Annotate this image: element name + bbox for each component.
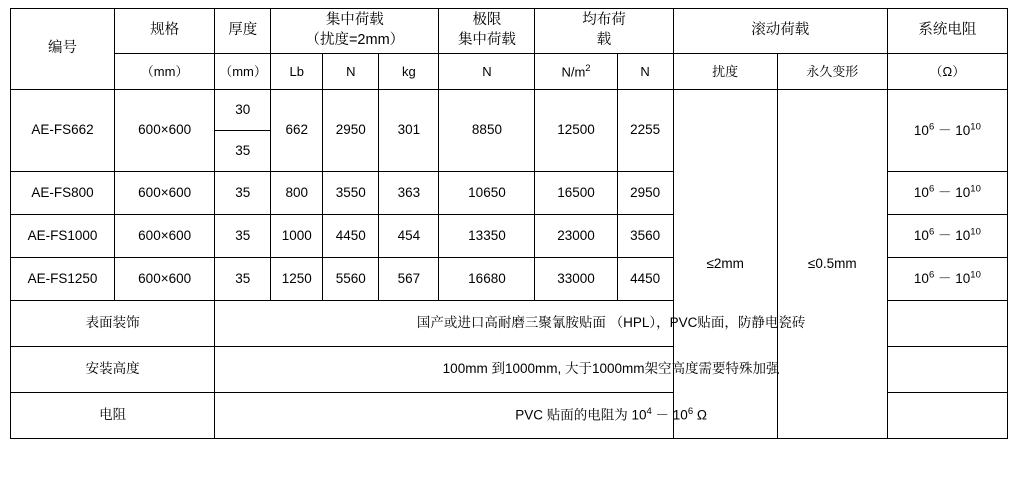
header-rolling-permanent: 永久变形: [777, 54, 887, 90]
resistance-exp-1: 6: [928, 121, 935, 133]
cell-thickness: 35: [215, 131, 271, 172]
cell-lb: 1250: [271, 258, 323, 301]
cell-spec: 600×600: [115, 258, 215, 301]
header-unit-ultimate-n: N: [439, 54, 535, 90]
resistance-exp-1: 6: [928, 183, 935, 195]
cell-uniform-nm2: 16500: [535, 172, 617, 215]
specification-table: [10, 8, 1008, 439]
cell-thickness: 35: [215, 172, 271, 215]
header-uniform-load-line2: 载: [596, 32, 612, 48]
header-system-resistance: 系统电阻: [887, 9, 1007, 54]
note-label-surface: 表面装饰: [11, 301, 215, 347]
header-system-resistance-unit: （Ω）: [887, 54, 1007, 90]
resistance-exp-2: 10: [970, 121, 981, 133]
cell-uniform-nm2: 23000: [535, 215, 617, 258]
resistance-base-1: 10: [913, 271, 929, 287]
cell-ultimate-n: 16680: [439, 258, 535, 301]
resistance-exp-1: 6: [928, 226, 935, 238]
cell-thickness: 35: [215, 215, 271, 258]
cell-system-resistance: [887, 215, 1007, 258]
header-id: 编号: [11, 9, 115, 90]
cell-lb: 1000: [271, 215, 323, 258]
note-row: [11, 301, 1008, 347]
note-resistance-suffix: Ω: [696, 407, 707, 423]
resistance-base-1: 10: [913, 122, 929, 138]
table-header-row-units: [11, 54, 1008, 90]
header-ultimate-load: [439, 9, 535, 54]
header-ultimate-load-line2: 集中荷载: [457, 32, 516, 48]
header-rolling-load: 滚动荷载: [673, 9, 887, 54]
note-value-resistance: [215, 393, 1008, 439]
cell-kg: 363: [379, 172, 439, 215]
cell-ultimate-n: 8850: [439, 90, 535, 172]
cell-spec: 600×600: [115, 90, 215, 172]
cell-n: 3550: [323, 172, 379, 215]
resistance-base-1: 10: [913, 228, 929, 244]
note-resistance-dash: －: [655, 407, 670, 423]
resistance-exp-2: 10: [970, 183, 981, 195]
cell-uniform-n: 2950: [617, 172, 673, 215]
resistance-dash: －: [938, 271, 952, 287]
cell-rolling-permanent: ≤0.5mm: [777, 90, 887, 439]
header-unit-uniform-nm2: [535, 54, 617, 90]
cell-id: AE-FS1250: [11, 258, 115, 301]
header-unit-n: N: [323, 54, 379, 90]
table-header-row-primary: [11, 9, 1008, 54]
header-spec-unit: （mm）: [115, 54, 215, 90]
cell-id: AE-FS662: [11, 90, 115, 172]
cell-n: 4450: [323, 215, 379, 258]
cell-n: 5560: [323, 258, 379, 301]
resistance-base-2: 10: [955, 228, 971, 244]
cell-spec: 600×600: [115, 172, 215, 215]
resistance-exp-2: 10: [970, 269, 981, 281]
resistance-base-2: 10: [955, 122, 971, 138]
header-thickness: 厚度: [215, 9, 271, 54]
note-value-surface: 国产或进口高耐磨三聚氰胺贴面 （HPL），PVC贴面，防静电瓷砖: [215, 301, 1008, 347]
cell-kg: 454: [379, 215, 439, 258]
cell-n: 2950: [323, 90, 379, 172]
cell-rolling-deflection: ≤2mm: [673, 90, 777, 439]
note-row: [11, 347, 1008, 393]
cell-uniform-n: 2255: [617, 90, 673, 172]
cell-uniform-n: 4450: [617, 258, 673, 301]
resistance-dash: －: [938, 185, 952, 201]
header-unit-kg: kg: [379, 54, 439, 90]
resistance-dash: －: [938, 228, 952, 244]
resistance-base-2: 10: [955, 185, 971, 201]
header-ultimate-load-line1: 极限: [472, 12, 502, 29]
cell-system-resistance: [887, 90, 1007, 172]
resistance-base-1: 10: [913, 185, 929, 201]
cell-spec: 600×600: [115, 215, 215, 258]
cell-uniform-nm2: 12500: [535, 90, 617, 172]
cell-kg: 567: [379, 258, 439, 301]
header-concentrated-load-line2: （扰度=2mm）: [305, 32, 405, 48]
header-unit-lb: Lb: [271, 54, 323, 90]
note-label-height: 安装高度: [11, 347, 215, 393]
header-rolling-deflection: 扰度: [673, 54, 777, 90]
header-unit-uniform-n: N: [617, 54, 673, 90]
cell-id: AE-FS800: [11, 172, 115, 215]
cell-id: AE-FS1000: [11, 215, 115, 258]
cell-ultimate-n: 13350: [439, 215, 535, 258]
cell-thickness: 35: [215, 258, 271, 301]
cell-uniform-nm2: 33000: [535, 258, 617, 301]
note-resistance-mid: 10: [672, 407, 688, 423]
resistance-exp-1: 6: [928, 269, 935, 281]
cell-thickness: 30: [215, 90, 271, 131]
note-resistance-exp-1: 4: [646, 406, 652, 418]
header-thickness-unit: （mm）: [215, 54, 271, 90]
header-uniform-load-line1: 均布荷: [582, 12, 626, 29]
header-spec: 规格: [115, 9, 215, 54]
cell-system-resistance: [887, 258, 1007, 301]
cell-lb: 800: [271, 172, 323, 215]
note-resistance-prefix: PVC 贴面的电阻为 10: [515, 407, 647, 423]
resistance-dash: －: [938, 122, 952, 138]
note-row: [11, 393, 1008, 439]
note-label-resistance: 电阻: [11, 393, 215, 439]
resistance-exp-2: 10: [970, 226, 981, 238]
header-uniform-load: [535, 9, 673, 54]
resistance-base-2: 10: [955, 271, 971, 287]
cell-system-resistance: [887, 172, 1007, 215]
note-resistance-exp-2: 6: [687, 406, 694, 418]
header-unit-uniform-nm2-exp: 2: [585, 62, 591, 74]
cell-lb: 662: [271, 90, 323, 172]
header-concentrated-load-line1: 集中荷载: [325, 12, 384, 29]
cell-ultimate-n: 10650: [439, 172, 535, 215]
cell-uniform-n: 3560: [617, 215, 673, 258]
note-value-height: 100mm 到1000mm, 大于1000mm架空高度需要特殊加强: [215, 347, 1008, 393]
table-row: [11, 90, 1008, 131]
cell-kg: 301: [379, 90, 439, 172]
header-concentrated-load: [271, 9, 439, 54]
header-unit-uniform-nm2-base: N/m: [561, 63, 586, 79]
